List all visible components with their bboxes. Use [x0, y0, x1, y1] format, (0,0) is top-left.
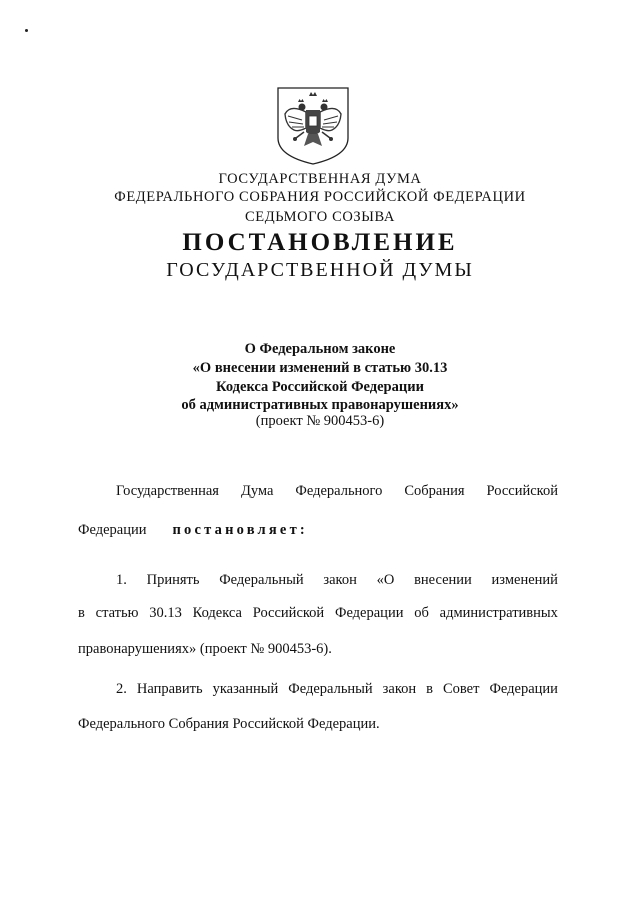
word: Федеральный: [288, 681, 373, 697]
word: Кодекса: [192, 605, 242, 621]
word: Федеральный: [219, 572, 304, 588]
word: об: [414, 605, 429, 621]
subject-line2: «О внесении изменений в статью 30.13: [192, 360, 448, 376]
item1-line2: [78, 605, 558, 622]
word: Дума: [240, 483, 274, 499]
preamble-line2: [78, 522, 558, 539]
word: Совет: [442, 681, 480, 697]
org-name-line1: ГОСУДАРСТВЕННАЯ ДУМА: [218, 171, 422, 187]
decree-word: постановляет:: [172, 522, 308, 538]
item1-line1: [116, 572, 558, 589]
preamble-line1: [116, 483, 558, 500]
word: Государственная: [116, 483, 219, 499]
subject-line1: О Федеральном законе: [244, 341, 396, 357]
word: Принять: [146, 572, 200, 588]
word: статью: [95, 605, 139, 621]
word: 2.: [116, 681, 127, 697]
word: административных: [439, 605, 558, 621]
word: Федерации: [334, 605, 404, 621]
word: закон: [382, 681, 417, 697]
preamble-end: Федерации: [78, 522, 147, 538]
word: Собрания: [404, 483, 465, 499]
word: в: [426, 681, 433, 697]
word: «О: [376, 572, 395, 588]
coat-of-arms-emblem: [276, 86, 350, 166]
item2-line1: [116, 681, 558, 698]
word: 1.: [116, 572, 127, 588]
convocation-line: СЕДЬМОГО СОЗЫВА: [245, 209, 395, 225]
subject-line3: Кодекса Российской Федерации: [216, 379, 424, 395]
word: внесении: [414, 572, 472, 588]
item2-line2: Федерального Собрания Российской Федерации.: [78, 716, 380, 732]
word: 30.13: [149, 605, 182, 621]
word: Направить: [136, 681, 203, 697]
item1-line3: правонарушениях» (проект № 900453-6).: [78, 641, 332, 657]
document-type-title: ПОСТАНОВЛЕНИЕ: [182, 229, 458, 256]
subject-line4: об административных правонарушениях»: [181, 397, 459, 413]
word: указанный: [212, 681, 279, 697]
scan-dot: [25, 29, 28, 32]
word: Федерации: [489, 681, 558, 697]
word: закон: [323, 572, 357, 588]
word: в: [78, 605, 85, 621]
word: изменений: [491, 572, 558, 588]
org-name-line2: ФЕДЕРАЛЬНОГО СОБРАНИЯ РОССИЙСКОЙ ФЕДЕРАЦИИ: [114, 189, 526, 205]
project-number: (проект № 900453-6): [255, 413, 385, 429]
double-headed-eagle-icon: [276, 86, 350, 166]
word: Российской: [486, 483, 558, 499]
document-issuer: ГОСУДАРСТВЕННОЙ ДУМЫ: [166, 259, 474, 281]
word: Федерального: [295, 483, 383, 499]
word: Российской: [252, 605, 325, 621]
